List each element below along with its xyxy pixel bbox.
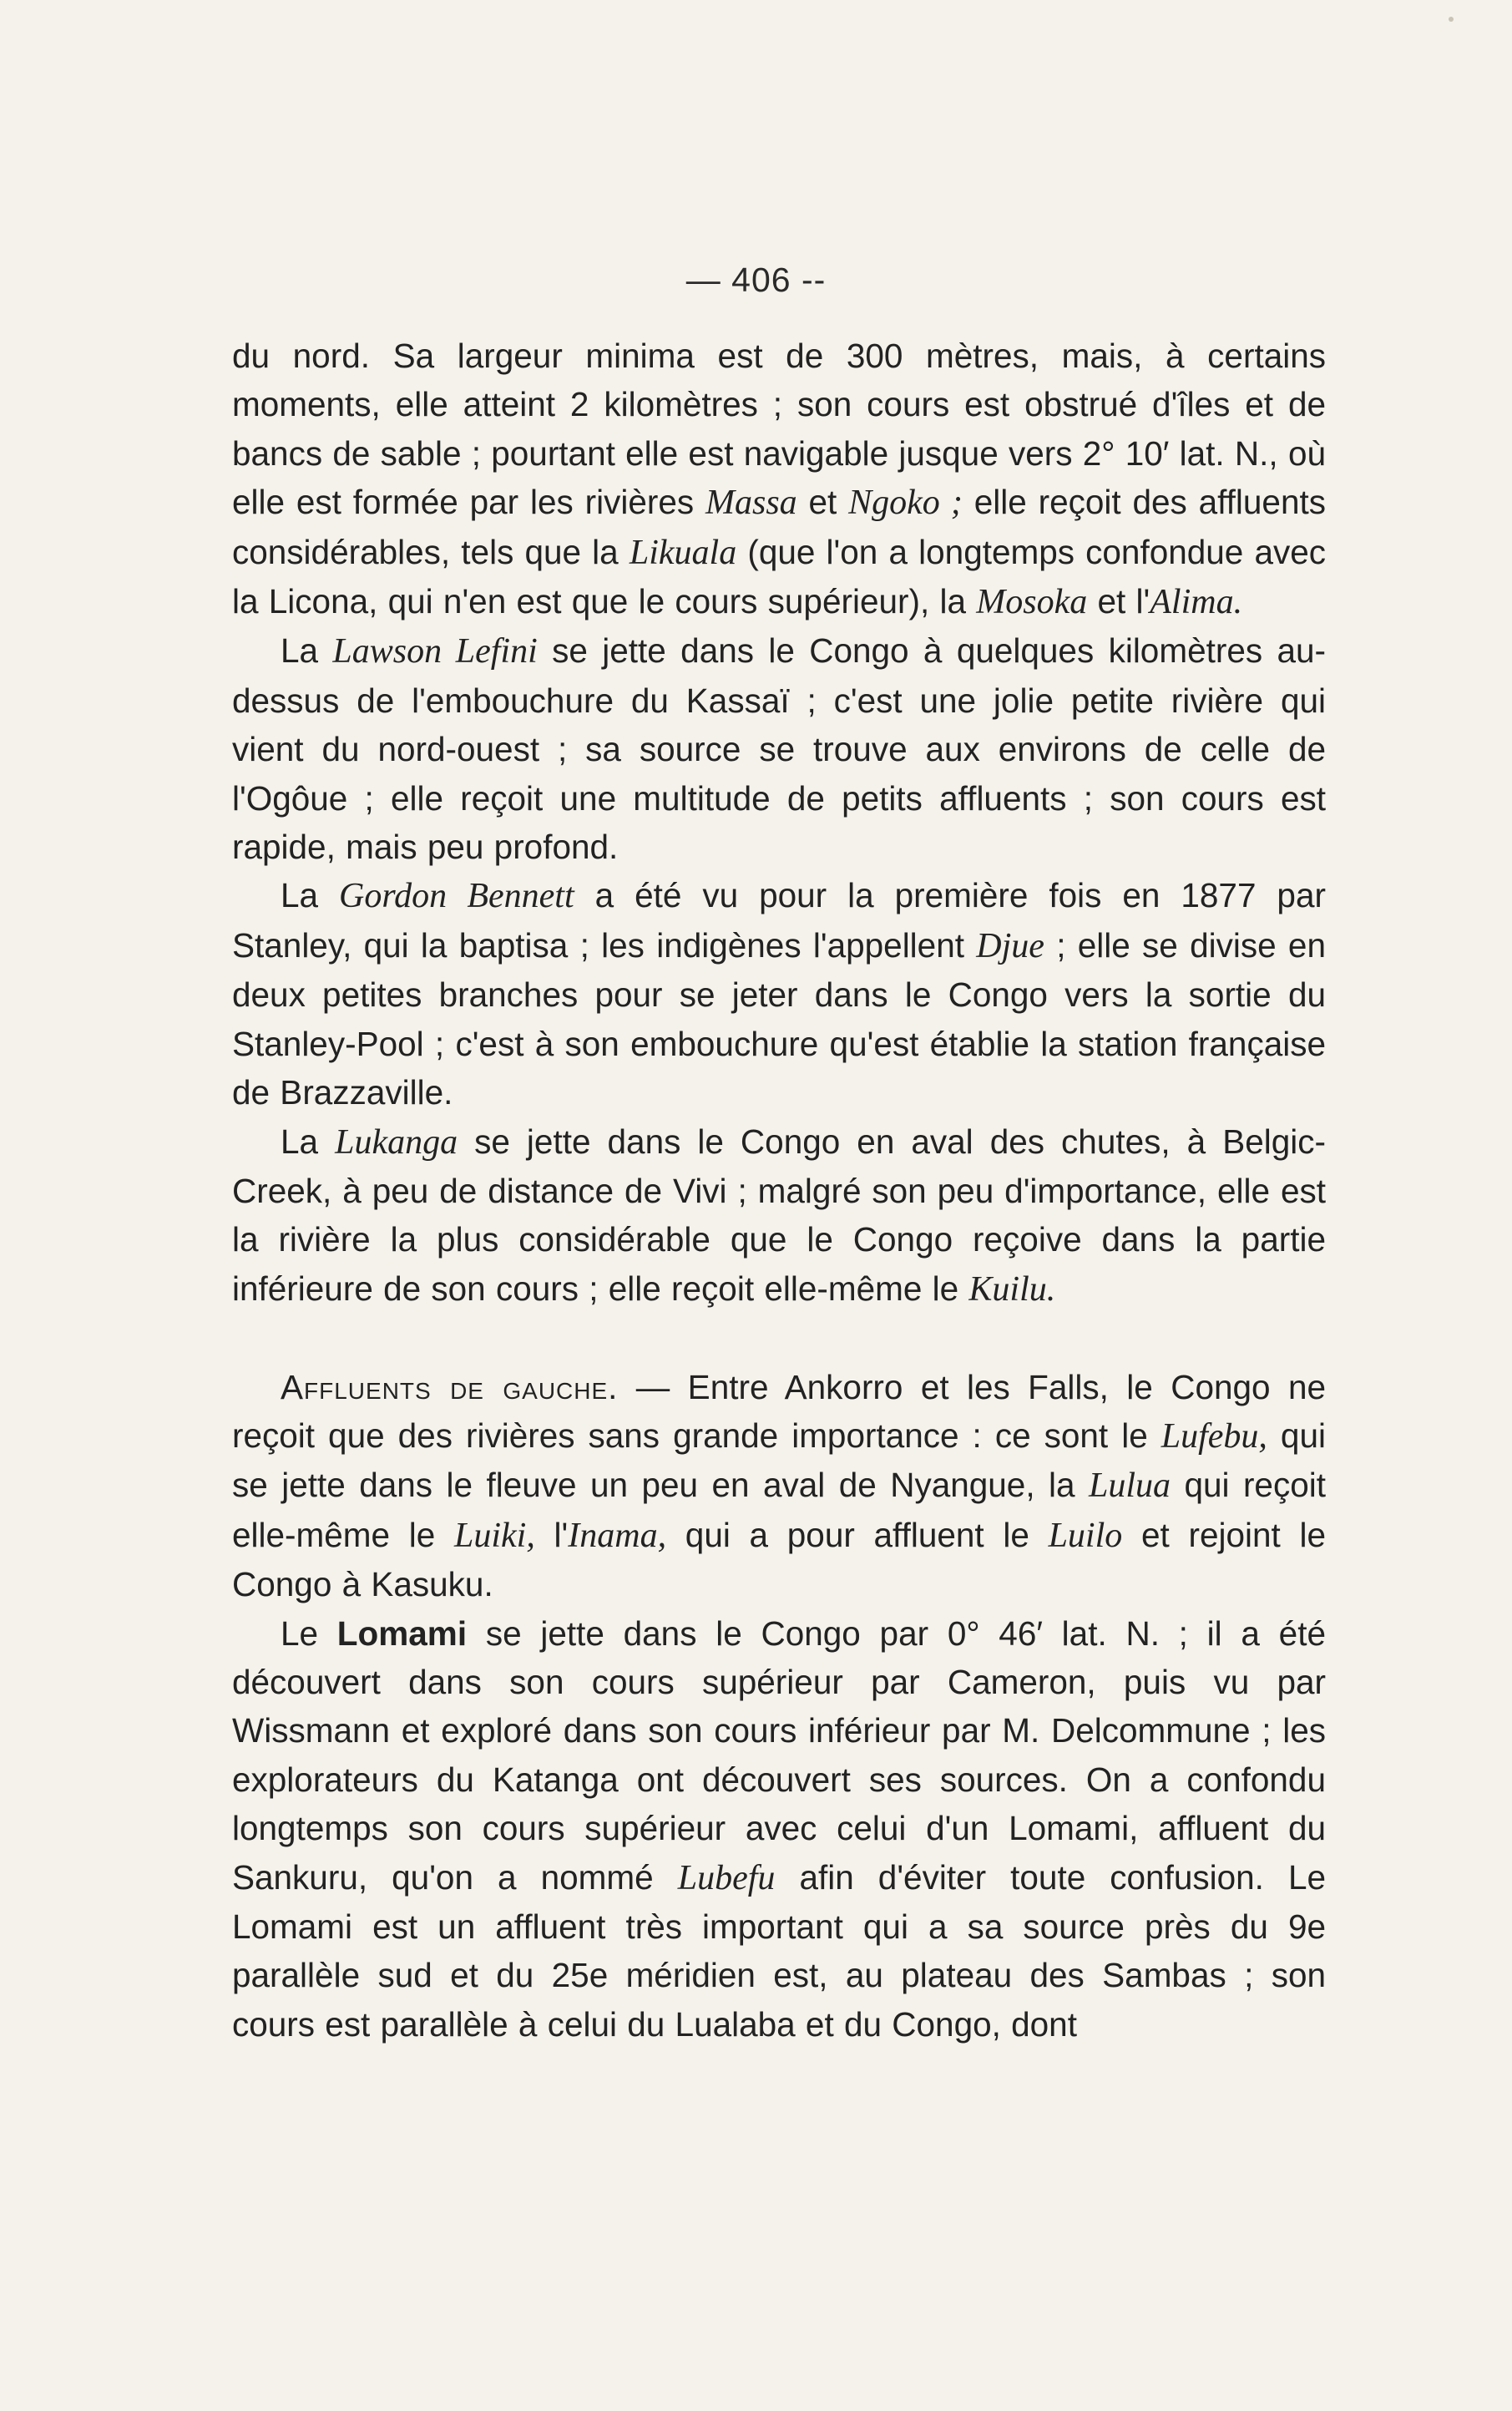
text-segment: qui a pour affluent le xyxy=(666,1515,1049,1554)
text-italic-segment: Lufebu, xyxy=(1161,1416,1267,1456)
text-italic-segment: Luiki, xyxy=(453,1516,535,1555)
text-italic-segment: Lulua xyxy=(1088,1466,1171,1506)
text-segment: Le xyxy=(281,1613,337,1653)
text-italic-segment: Lawson Lefini xyxy=(332,632,538,671)
text-italic-segment: Alima. xyxy=(1150,583,1243,622)
text-bold-segment: Lomami xyxy=(336,1613,468,1653)
text-italic-segment: Gordon Bennett xyxy=(339,877,574,916)
text-segment: La xyxy=(281,1122,336,1161)
text-segment: La xyxy=(281,876,340,915)
text-italic-segment: Luilo xyxy=(1048,1516,1123,1555)
text-segment: se jette dans le Congo à quelques kilomètres au-dessus de l'embouchure du Kassaï ; c'est une jolie petite rivière qui vient du nord-ouest ; sa source se trouve aux environs de celle de l'Ogôue ; elle reçoit une multitude de petits affluents ; son cours est rapide, mais peu profond. xyxy=(232,631,1327,867)
text-segment: et xyxy=(796,483,849,522)
text-small-caps-segment: Affluents de gauche. xyxy=(281,1367,619,1406)
text-segment: afin d'éviter toute confusion. Le Lomami est un affluent très important qui a sa source près du 9e parallèle sud et du 25e méridien est, au plateau des Sambas ; son cours est parallèle à celui du Lualaba et du Congo, dont xyxy=(232,1857,1326,2044)
paragraph xyxy=(232,871,1326,1117)
text-italic-segment: Inama, xyxy=(568,1516,667,1555)
text-segment: et rejoint le Congo à Kasuku. xyxy=(232,1515,1326,1604)
paper-speck xyxy=(1449,17,1454,22)
text-segment: La xyxy=(281,631,333,671)
paragraph xyxy=(232,1117,1326,1314)
text-segment: du nord. Sa largeur minima est de 300 mètres, mais, à certains moments, elle atteint 2 kilomètres ; son cours est obstrué d'îles et de bancs de sable ; pourtant elle est navigable jusque vers 2° 10′ lat. N., où elle est formée par les rivières xyxy=(232,337,1326,522)
paragraph xyxy=(232,626,1326,871)
text-italic-segment: Lubefu xyxy=(677,1858,776,1897)
paragraph xyxy=(232,1363,1326,1609)
text-segment: qui reçoit elle-même le xyxy=(232,1466,1326,1554)
text-segment: ; elle se divise en deux petites branches pour se jeter dans le Congo vers la sortie du Stanley-Pool ; c'est à son embouchure qu'est établie la station française de Brazzaville. xyxy=(232,925,1326,1112)
text-segment: a été vu pour la première fois en 1877 par Stanley, qui la baptisa ; les indigènes l'appellent xyxy=(232,876,1326,965)
text-segment: (que l'on a longtemps confondue avec la Licona, qui n'en est que le cours supérieur), la xyxy=(232,532,1327,621)
paragraph xyxy=(232,332,1326,626)
page-number: — 406 -- xyxy=(685,261,827,299)
text-segment: et l' xyxy=(1087,582,1150,621)
text-italic-segment: Likuala xyxy=(629,533,737,572)
text-italic-segment: Lukanga xyxy=(335,1122,458,1162)
text-segment: se jette dans le Congo par 0° 46′ lat. N. ; il a été découvert dans son cours supérieur par Cameron, puis vu par Wissmann et exploré dans son cours inférieur par M. Delcommune ; les explorateurs du Katanga ont découvert ses sources. On a confondu longtemps son cours supérieur avec celui d'un Lomami, affluent du Sankuru, qu'on a nommé xyxy=(232,1613,1326,1897)
body-text xyxy=(232,332,1326,2049)
text-italic-segment: Mosoka xyxy=(976,583,1088,622)
text-segment: elle reçoit des affluents considérables, tels que la xyxy=(232,483,1326,571)
text-segment: l' xyxy=(534,1515,569,1554)
text-italic-segment: Ngoko ; xyxy=(848,484,963,523)
text-segment: qui se jette dans le fleuve un peu en aval de Nyangue, la xyxy=(232,1416,1326,1505)
text-segment: se jette dans le Congo en aval des chutes, à Belgic-Creek, à peu de distance de Vivi ; malgré son peu d'importance, elle est la rivière la plus considérable que le Congo reçoive dans la partie inférieure de son cours ; elle reçoit elle-même le xyxy=(232,1122,1326,1308)
paragraph xyxy=(232,1609,1326,2049)
text-segment: — Entre Ankorro et les Falls, le Congo ne reçoit que des rivières sans grande importance : ce sont le xyxy=(232,1367,1326,1455)
text-italic-segment: Kuilu. xyxy=(968,1269,1056,1309)
text-italic-segment: Djue xyxy=(976,926,1044,965)
text-italic-segment: Massa xyxy=(705,484,797,523)
